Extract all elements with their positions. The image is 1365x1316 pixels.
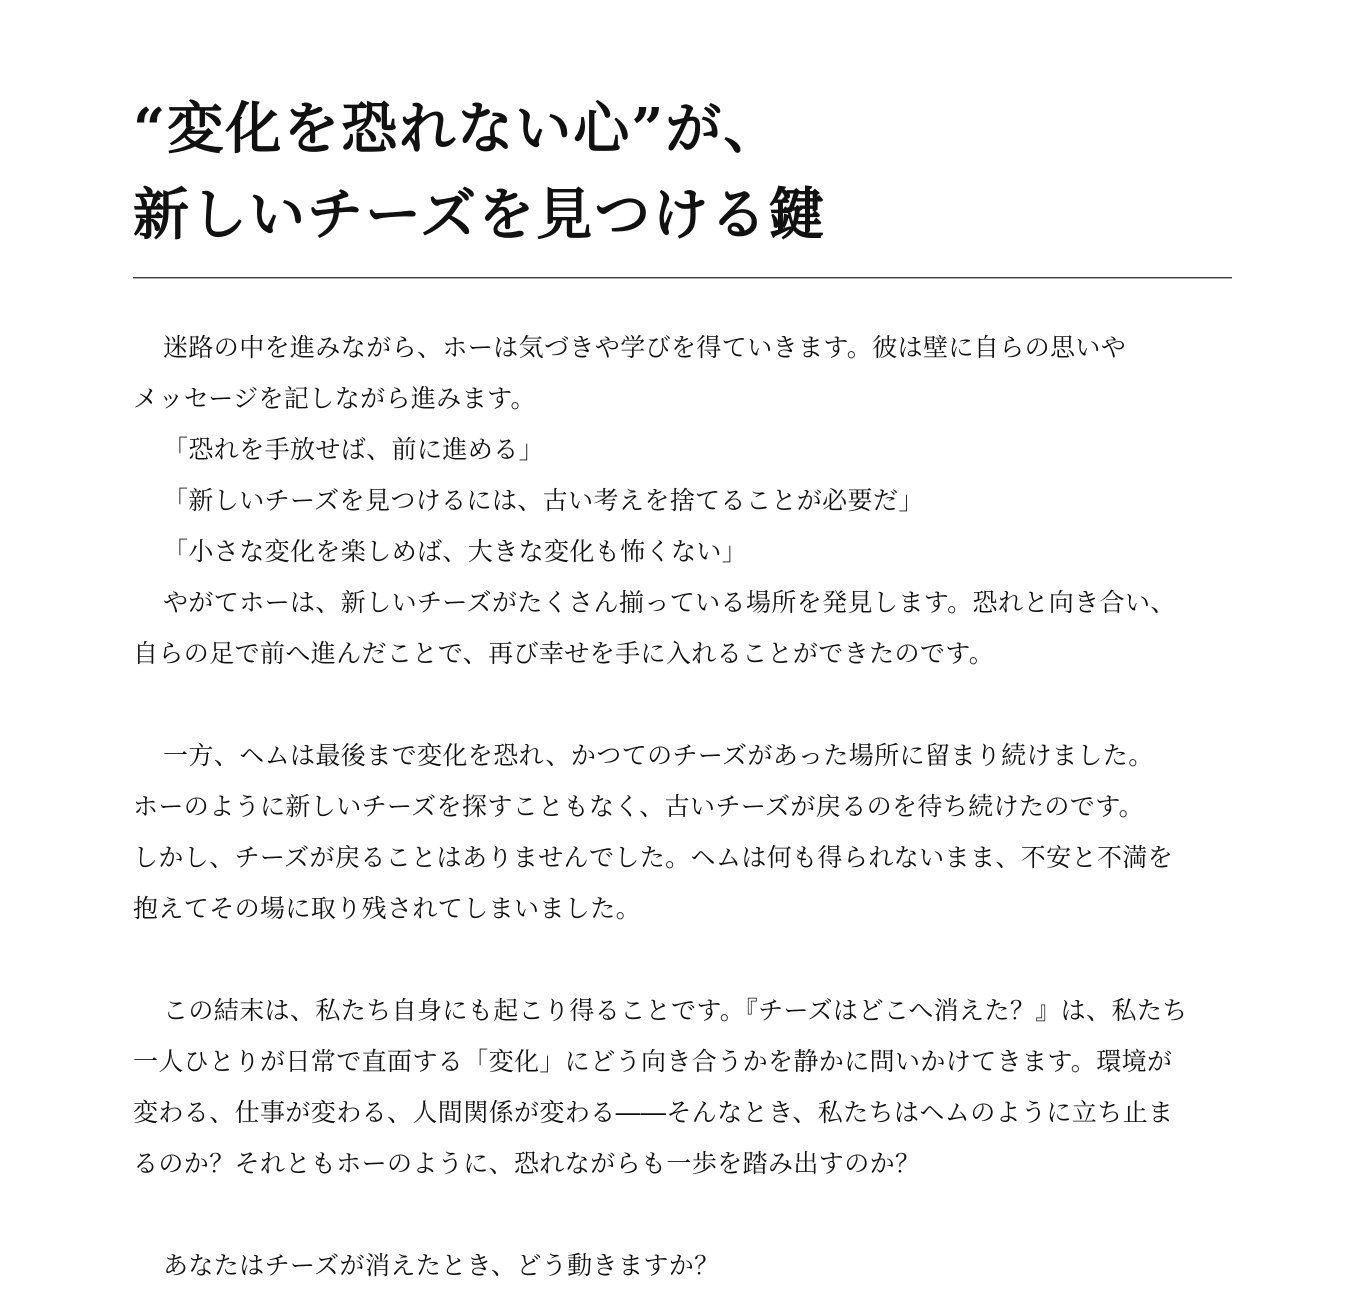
article-body xyxy=(133,322,1233,1291)
body-line: 迷路の中を進みながら、ホーは気づきや学びを得ていきます。彼は壁に自らの思いや xyxy=(163,333,1127,362)
body-line: ホーのように新しいチーズを探すこともなく、古いチーズが戻るのを待ち続けたのです。 xyxy=(133,792,1145,821)
title-line-2: 新しいチーズを見つける鍵 xyxy=(133,182,827,248)
article xyxy=(133,86,1233,1280)
body-line: 自らの足で前へ進んだことで、再び幸せを手に入れることができたのです。 xyxy=(133,639,995,668)
body-line: 一人ひとりが日常で直面する「変化」にどう向き合うかを静かに問いかけてきます。環境が xyxy=(133,1047,1173,1076)
body-line: 変わる、仕事が変わる、人間関係が変わる――そんなとき、私たちはヘムのように立ち止ま xyxy=(133,1098,1174,1127)
title-line-1: “変化を恐れない心”が、 xyxy=(133,96,782,162)
body-line: メッセージを記しながら進みます。 xyxy=(133,384,536,413)
paragraph-closing-question xyxy=(133,1240,1233,1291)
quote-line: 「小さな変化を楽しめば、大きな変化も怖くない」 xyxy=(163,537,748,566)
quote-line: 「恐れを手放せば、前に進める」 xyxy=(163,435,545,464)
body-line: やがてホーは、新しいチーズがたくさん揃っている場所を発見します。恐れと向き合い、 xyxy=(163,588,1176,617)
body-line: 一方、ヘムは最後まで変化を恐れ、かつてのチーズがあった場所に留まり続けました。 xyxy=(163,741,1154,770)
closing-question: あなたはチーズが消えたとき、どう動きますか？ xyxy=(163,1251,720,1280)
paragraph-hem-fate xyxy=(133,730,1233,934)
body-line: るのか？それともホーのように、恐れながらも一歩を踏み出すのか？ xyxy=(133,1149,921,1178)
paragraph-ho-journey xyxy=(133,322,1233,679)
body-line: 抱えてその場に取り残されてしまいました。 xyxy=(133,894,642,923)
paragraph-reflection xyxy=(133,985,1233,1189)
article-title xyxy=(133,86,1233,258)
quote-line: 「新しいチーズを見つけるには、古い考えを捨てることが必要だ」 xyxy=(163,486,924,515)
title-divider xyxy=(133,277,1232,279)
body-line: この結末は、私たち自身にも起こり得ることです。『チーズはどこへ消えた？』は、私たち xyxy=(163,996,1188,1025)
body-line: しかし、チーズが戻ることはありませんでした。ヘムは何も得られないまま、不安と不満を xyxy=(133,843,1174,872)
